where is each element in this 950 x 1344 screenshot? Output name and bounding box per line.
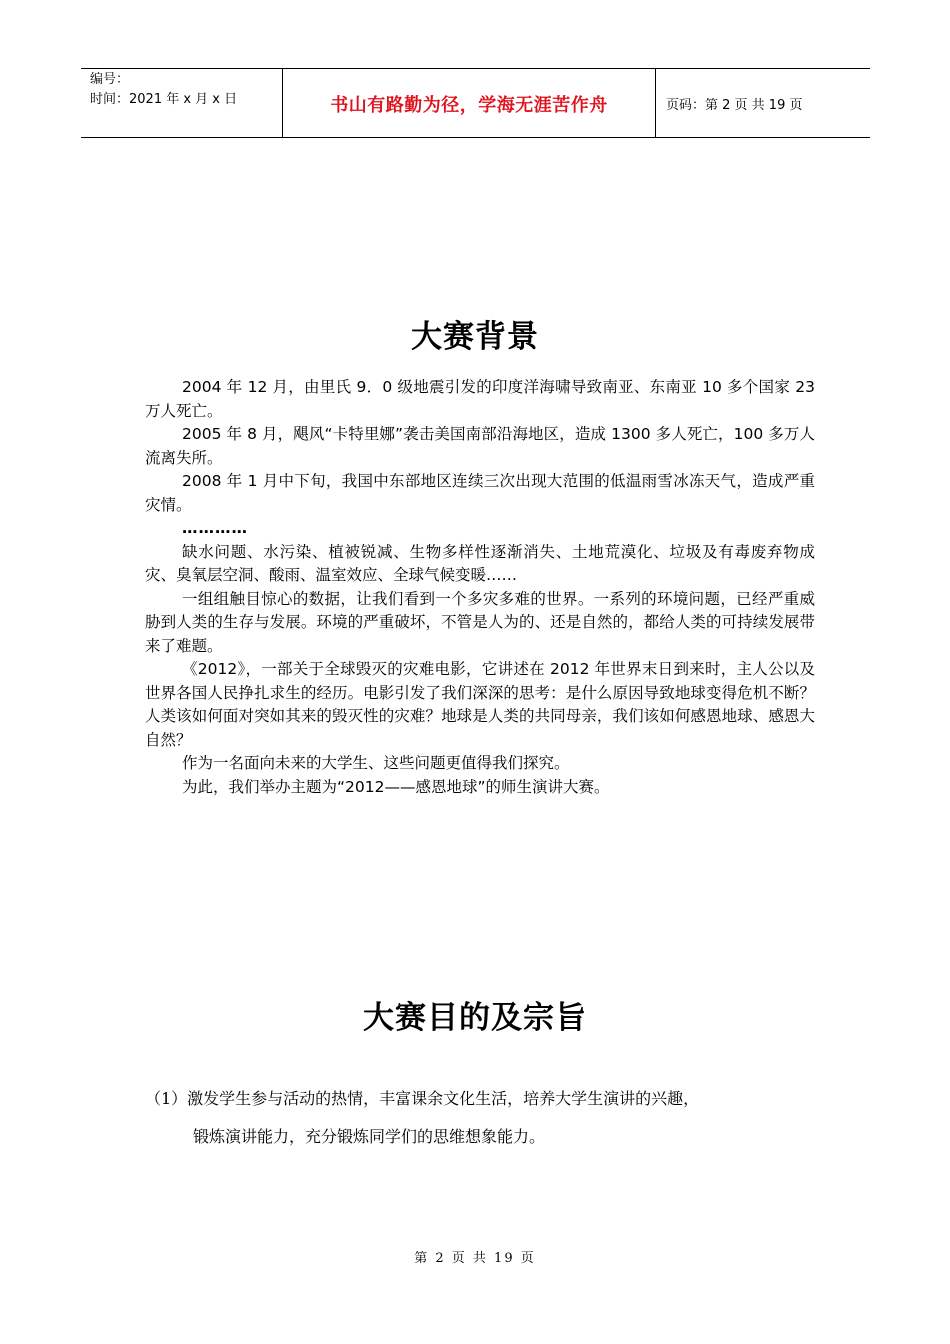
page-footer: 第 2 页 共 19 页 [414,1251,536,1266]
time-label: 时间：2021 年 x 月 x 日 [90,92,238,107]
paragraph: 2008 年 1 月中下旬，我国中东部地区连续三次出现大范围的低温雨雪冰冻天气，造成严重灾情。 [145,472,815,514]
paragraph: 2005 年 8 月，飓风“卡特里娜”袭击美国南部沿海地区，造成 1300 多人死亡，100 多万人流离失所。 [145,425,815,467]
paragraph: 为此，我们举办主题为“2012——感恩地球”的师生演讲大赛。 [182,777,610,796]
paragraph: 一组组触目惊心的数据，让我们看到一个多灾多难的世界。一系列的环境问题，已经严重威胁到人类的生存与发展。环境的严重破坏，不管是人为的、还是自然的，都给人类的可持续发展带来了难题。 [145,589,815,655]
paragraph: 作为一名面向未来的大学生、这些问题更值得我们探究。 [182,754,570,772]
header-meta-cell [81,69,283,137]
page-info: 页码：第 2 页 共 19 页 [666,98,803,113]
ellipsis-line: ………… [182,519,248,537]
purpose-item-1-line-2: 锻炼演讲能力，充分锻炼同学们的思维想象能力。 [193,1127,546,1146]
motto: 书山有路勤为径，学海无涯苦作舟 [330,95,608,116]
paragraph: 《2012》，一部关于全球毁灭的灾难电影，它讲述在 2012 年世界末日到来时，主人公以及世界各国人民挣扎求生的经历。电影引发了我们深深的思考：是什么原因导致地球变得危机不断？人类该如何面对突如其来的毁灭性的灾难？地球是人类的共同母亲，我们该如何感恩地球、感恩大自然？ [145,660,815,749]
section-title-background: 大赛背景 [411,319,539,355]
paragraph: 缺水问题、水污染、植被锐减、生物多样性逐渐消失、土地荒漠化、垃圾及有毒废弃物成灾、臭氧层空洞、酸雨、温室效应、全球气候变暖…… [145,542,815,584]
section-title-purpose: 大赛目的及宗旨 [363,1000,587,1036]
number-label: 编号： [90,72,130,87]
background-body [145,376,815,799]
paragraph: 2004 年 12 月，由里氏 9．0 级地震引发的印度洋海啸导致南亚、东南亚 10 多个国家 23 万人死亡。 [145,378,815,420]
purpose-item-1-line-1: （1）激发学生参与活动的热情，丰富课余文化生活，培养大学生演讲的兴趣， [145,1089,700,1108]
purpose-list [145,1080,825,1156]
header-page-cell [656,69,870,137]
header-motto-cell [283,69,656,137]
header-table [81,68,870,138]
